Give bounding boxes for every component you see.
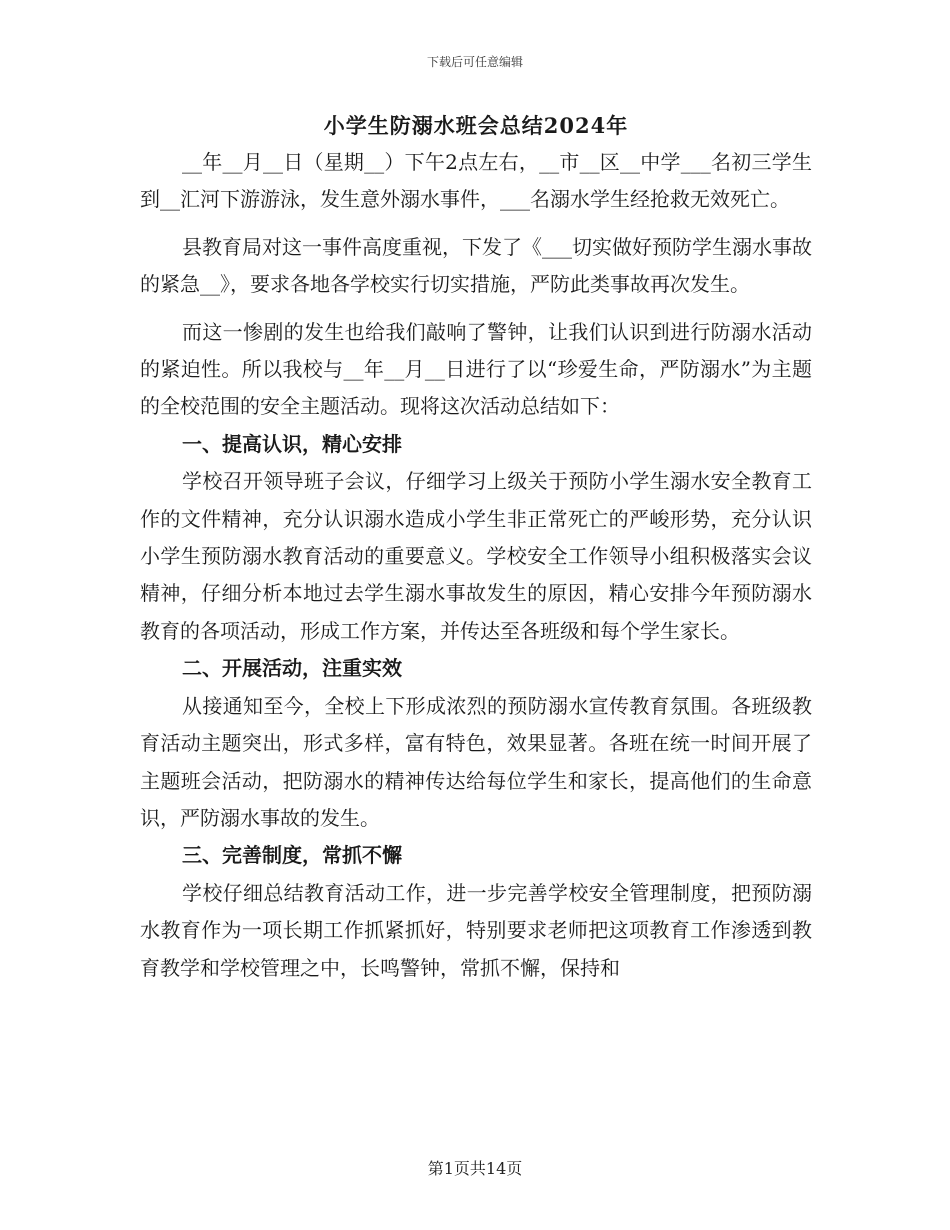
- page-footer: 第1页共14页: [427, 1159, 523, 1178]
- header-note: 下载后可任意编辑: [426, 55, 523, 69]
- section-heading-2: 二、开展活动，注重实效: [182, 656, 402, 681]
- section-heading-1: 一、提高认识，精心安排: [182, 431, 402, 456]
- paragraph-section-2: 从接通知至今，全校上下形成浓烈的预防溺水宣传教育氛围。各班级教育活动主题突出，形式多样，富有特色，效果显著。各班在统一时间开展了主题班会活动，把防溺水的精神传达给每位学生和家长，提高他们的生命意识，严防溺水事故的发生。: [140, 693, 812, 830]
- paragraph-section-1: 学校召开领导班子会议，仔细学习上级关于预防小学生溺水安全教育工作的文件精神，充分认识溺水造成小学生非正常死亡的严峻形势，充分认识小学生预防溺水教育活动的重要意义。学校安全工作领导小组积极落实会议精神，仔细分析本地过去学生溺水事故发生的原因，精心安排今年预防溺水教育的各项活动，形成工作方案，并传达至各班级和每个学生家长。: [140, 469, 812, 643]
- paragraph-bureau-response: 县教育局对这一事件高度重视，下发了《___切实做好预防学生溺水事故的紧急__》，要求各地各学校实行切实措施，严防此类事故再次发生。: [140, 234, 812, 297]
- document-body: [140, 110, 812, 987]
- paragraph-activity-intro: 而这一惨剧的发生也给我们敲响了警钟，让我们认识到进行防溺水活动的紧迫性。所以我校与__年__月__日进行了以“珍爱生命，严防溺水”为主题的全校范围的安全主题活动。现将这次活动总结如下：: [140, 319, 812, 419]
- paragraph-section-3: 学校仔细总结教育活动工作，进一步完善学校安全管理制度，把预防溺水教育作为一项长期工作抓紧抓好，特别要求老师把这项教育工作渗透到教育教学和学校管理之中，长鸣警钟，常抓不懈，保持和: [140, 880, 812, 980]
- document-title: 小学生防溺水班会总结2024年: [323, 113, 629, 138]
- section-heading-3: 三、完善制度，常抓不懈: [182, 843, 402, 868]
- paragraph-incident: __年__月__日（星期__）下午2点左右，__市__区__中学___名初三学生到__汇河下游游泳，发生意外溺水事件，___名溺水学生经抢救无效死亡。: [140, 150, 812, 212]
